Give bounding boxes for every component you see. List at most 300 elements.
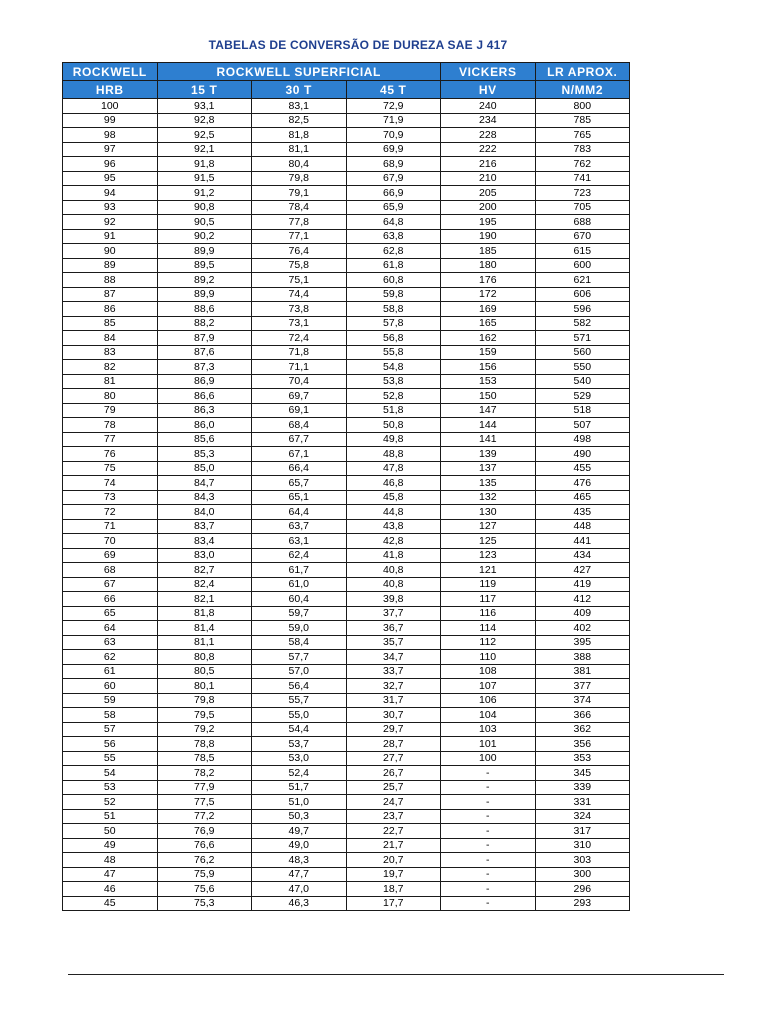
15t-cell: 90,2 — [157, 229, 252, 244]
45t-cell: 50,8 — [346, 418, 441, 433]
nmm2-cell: 448 — [535, 519, 630, 534]
15t-cell: 91,5 — [157, 171, 252, 186]
table-row — [63, 215, 630, 230]
nmm2-cell: 353 — [535, 751, 630, 766]
table-row — [63, 621, 630, 636]
15t-cell: 82,7 — [157, 563, 252, 578]
hrb-cell: 96 — [63, 157, 158, 172]
15t-cell: 83,4 — [157, 534, 252, 549]
table-row — [63, 273, 630, 288]
table-row — [63, 186, 630, 201]
hrb-cell: 92 — [63, 215, 158, 230]
nmm2-cell: 300 — [535, 867, 630, 882]
nmm2-cell: 498 — [535, 432, 630, 447]
45t-cell: 27,7 — [346, 751, 441, 766]
15t-cell: 90,8 — [157, 200, 252, 215]
45t-cell: 58,8 — [346, 302, 441, 317]
table-row — [63, 722, 630, 737]
nmm2-cell: 507 — [535, 418, 630, 433]
30t-cell: 62,4 — [252, 548, 347, 563]
table-row — [63, 548, 630, 563]
hv-cell: 141 — [441, 432, 536, 447]
header-hv: HV — [441, 81, 536, 99]
45t-cell: 45,8 — [346, 490, 441, 505]
table-row — [63, 708, 630, 723]
15t-cell: 78,5 — [157, 751, 252, 766]
nmm2-cell: 366 — [535, 708, 630, 723]
hv-cell: 108 — [441, 664, 536, 679]
header-15t: 15 T — [157, 81, 252, 99]
45t-cell: 30,7 — [346, 708, 441, 723]
nmm2-cell: 550 — [535, 360, 630, 375]
15t-cell: 81,1 — [157, 635, 252, 650]
hrb-cell: 48 — [63, 853, 158, 868]
nmm2-cell: 621 — [535, 273, 630, 288]
hrb-cell: 53 — [63, 780, 158, 795]
hv-cell: 135 — [441, 476, 536, 491]
30t-cell: 72,4 — [252, 331, 347, 346]
30t-cell: 64,4 — [252, 505, 347, 520]
header-vickers: VICKERS — [441, 63, 536, 81]
30t-cell: 63,1 — [252, 534, 347, 549]
45t-cell: 68,9 — [346, 157, 441, 172]
hv-cell: 132 — [441, 490, 536, 505]
table-row — [63, 345, 630, 360]
hrb-cell: 70 — [63, 534, 158, 549]
45t-cell: 28,7 — [346, 737, 441, 752]
header-rockwell: ROCKWELL — [63, 63, 158, 81]
table-row — [63, 389, 630, 404]
30t-cell: 47,7 — [252, 867, 347, 882]
nmm2-cell: 670 — [535, 229, 630, 244]
45t-cell: 70,9 — [346, 128, 441, 143]
45t-cell: 60,8 — [346, 273, 441, 288]
45t-cell: 34,7 — [346, 650, 441, 665]
nmm2-cell: 441 — [535, 534, 630, 549]
hv-cell: 119 — [441, 577, 536, 592]
hv-cell: - — [441, 824, 536, 839]
hv-cell: 130 — [441, 505, 536, 520]
hv-cell: 169 — [441, 302, 536, 317]
hv-cell: 200 — [441, 200, 536, 215]
hrb-cell: 61 — [63, 664, 158, 679]
45t-cell: 49,8 — [346, 432, 441, 447]
15t-cell: 86,3 — [157, 403, 252, 418]
30t-cell: 65,7 — [252, 476, 347, 491]
hv-cell: 172 — [441, 287, 536, 302]
hv-cell: 137 — [441, 461, 536, 476]
table-row — [63, 592, 630, 607]
15t-cell: 93,1 — [157, 99, 252, 114]
30t-cell: 47,0 — [252, 882, 347, 897]
30t-cell: 81,8 — [252, 128, 347, 143]
hrb-cell: 45 — [63, 896, 158, 911]
hv-cell: 127 — [441, 519, 536, 534]
45t-cell: 46,8 — [346, 476, 441, 491]
30t-cell: 79,8 — [252, 171, 347, 186]
hrb-cell: 71 — [63, 519, 158, 534]
hrb-cell: 57 — [63, 722, 158, 737]
45t-cell: 67,9 — [346, 171, 441, 186]
hrb-cell: 67 — [63, 577, 158, 592]
15t-cell: 78,2 — [157, 766, 252, 781]
15t-cell: 76,9 — [157, 824, 252, 839]
15t-cell: 84,3 — [157, 490, 252, 505]
45t-cell: 47,8 — [346, 461, 441, 476]
hrb-cell: 79 — [63, 403, 158, 418]
table-row — [63, 157, 630, 172]
table-row — [63, 505, 630, 520]
nmm2-cell: 381 — [535, 664, 630, 679]
hv-cell: 234 — [441, 113, 536, 128]
hv-cell: 144 — [441, 418, 536, 433]
hv-cell: 150 — [441, 389, 536, 404]
45t-cell: 55,8 — [346, 345, 441, 360]
table-row — [63, 244, 630, 259]
45t-cell: 17,7 — [346, 896, 441, 911]
table-row — [63, 490, 630, 505]
hrb-cell: 64 — [63, 621, 158, 636]
table-row — [63, 867, 630, 882]
15t-cell: 89,9 — [157, 244, 252, 259]
45t-cell: 36,7 — [346, 621, 441, 636]
45t-cell: 43,8 — [346, 519, 441, 534]
15t-cell: 75,6 — [157, 882, 252, 897]
nmm2-cell: 476 — [535, 476, 630, 491]
hv-cell: 121 — [441, 563, 536, 578]
nmm2-cell: 435 — [535, 505, 630, 520]
nmm2-cell: 688 — [535, 215, 630, 230]
15t-cell: 82,4 — [157, 577, 252, 592]
15t-cell: 87,9 — [157, 331, 252, 346]
footer-divider — [68, 974, 724, 975]
hrb-cell: 100 — [63, 99, 158, 114]
45t-cell: 40,8 — [346, 577, 441, 592]
hrb-cell: 50 — [63, 824, 158, 839]
15t-cell: 77,5 — [157, 795, 252, 810]
hrb-cell: 95 — [63, 171, 158, 186]
15t-cell: 92,5 — [157, 128, 252, 143]
nmm2-cell: 762 — [535, 157, 630, 172]
hv-cell: 117 — [441, 592, 536, 607]
15t-cell: 80,5 — [157, 664, 252, 679]
nmm2-cell: 310 — [535, 838, 630, 853]
30t-cell: 81,1 — [252, 142, 347, 157]
nmm2-cell: 723 — [535, 186, 630, 201]
hv-cell: - — [441, 882, 536, 897]
15t-cell: 85,3 — [157, 447, 252, 462]
nmm2-cell: 741 — [535, 171, 630, 186]
table-row — [63, 113, 630, 128]
header-row-2 — [63, 81, 630, 99]
page-title: TABELAS DE CONVERSÃO DE DUREZA SAE J 417 — [208, 38, 508, 52]
hv-cell: - — [441, 795, 536, 810]
hrb-cell: 88 — [63, 273, 158, 288]
header-rockwell-superficial: ROCKWELL SUPERFICIAL — [157, 63, 441, 81]
hv-cell: 153 — [441, 374, 536, 389]
hv-cell: 210 — [441, 171, 536, 186]
nmm2-cell: 529 — [535, 389, 630, 404]
hrb-cell: 60 — [63, 679, 158, 694]
hrb-cell: 51 — [63, 809, 158, 824]
15t-cell: 81,8 — [157, 606, 252, 621]
nmm2-cell: 331 — [535, 795, 630, 810]
15t-cell: 86,9 — [157, 374, 252, 389]
30t-cell: 67,7 — [252, 432, 347, 447]
hrb-cell: 77 — [63, 432, 158, 447]
table-row — [63, 853, 630, 868]
table-row — [63, 809, 630, 824]
nmm2-cell: 560 — [535, 345, 630, 360]
hv-cell: 222 — [441, 142, 536, 157]
nmm2-cell: 388 — [535, 650, 630, 665]
table-row — [63, 461, 630, 476]
nmm2-cell: 427 — [535, 563, 630, 578]
45t-cell: 41,8 — [346, 548, 441, 563]
table-row — [63, 534, 630, 549]
30t-cell: 49,7 — [252, 824, 347, 839]
nmm2-cell: 374 — [535, 693, 630, 708]
30t-cell: 77,8 — [252, 215, 347, 230]
table-row — [63, 606, 630, 621]
30t-cell: 73,8 — [252, 302, 347, 317]
hv-cell: - — [441, 809, 536, 824]
30t-cell: 58,4 — [252, 635, 347, 650]
45t-cell: 44,8 — [346, 505, 441, 520]
45t-cell: 62,8 — [346, 244, 441, 259]
table-row — [63, 360, 630, 375]
hv-cell: 190 — [441, 229, 536, 244]
hv-cell: 114 — [441, 621, 536, 636]
header-hrb: HRB — [63, 81, 158, 99]
hrb-cell: 84 — [63, 331, 158, 346]
45t-cell: 56,8 — [346, 331, 441, 346]
15t-cell: 82,1 — [157, 592, 252, 607]
30t-cell: 75,1 — [252, 273, 347, 288]
30t-cell: 65,1 — [252, 490, 347, 505]
nmm2-cell: 324 — [535, 809, 630, 824]
30t-cell: 75,8 — [252, 258, 347, 273]
hrb-cell: 97 — [63, 142, 158, 157]
45t-cell: 31,7 — [346, 693, 441, 708]
45t-cell: 53,8 — [346, 374, 441, 389]
nmm2-cell: 490 — [535, 447, 630, 462]
30t-cell: 74,4 — [252, 287, 347, 302]
45t-cell: 64,8 — [346, 215, 441, 230]
hrb-cell: 69 — [63, 548, 158, 563]
15t-cell: 85,0 — [157, 461, 252, 476]
table-row — [63, 824, 630, 839]
hrb-cell: 94 — [63, 186, 158, 201]
15t-cell: 89,5 — [157, 258, 252, 273]
15t-cell: 77,9 — [157, 780, 252, 795]
15t-cell: 77,2 — [157, 809, 252, 824]
hrb-cell: 63 — [63, 635, 158, 650]
hv-cell: 112 — [441, 635, 536, 650]
30t-cell: 48,3 — [252, 853, 347, 868]
15t-cell: 88,2 — [157, 316, 252, 331]
45t-cell: 33,7 — [346, 664, 441, 679]
hrb-cell: 75 — [63, 461, 158, 476]
45t-cell: 52,8 — [346, 389, 441, 404]
table-row — [63, 766, 630, 781]
nmm2-cell: 434 — [535, 548, 630, 563]
nmm2-cell: 785 — [535, 113, 630, 128]
hrb-cell: 73 — [63, 490, 158, 505]
45t-cell: 20,7 — [346, 853, 441, 868]
hrb-cell: 82 — [63, 360, 158, 375]
hrb-cell: 68 — [63, 563, 158, 578]
hv-cell: 107 — [441, 679, 536, 694]
30t-cell: 59,0 — [252, 621, 347, 636]
table-row — [63, 679, 630, 694]
30t-cell: 69,1 — [252, 403, 347, 418]
header-45t: 45 T — [346, 81, 441, 99]
15t-cell: 91,2 — [157, 186, 252, 201]
nmm2-cell: 518 — [535, 403, 630, 418]
45t-cell: 29,7 — [346, 722, 441, 737]
30t-cell: 71,8 — [252, 345, 347, 360]
hrb-cell: 49 — [63, 838, 158, 853]
hrb-cell: 85 — [63, 316, 158, 331]
nmm2-cell: 705 — [535, 200, 630, 215]
15t-cell: 87,3 — [157, 360, 252, 375]
hrb-cell: 78 — [63, 418, 158, 433]
45t-cell: 40,8 — [346, 563, 441, 578]
45t-cell: 26,7 — [346, 766, 441, 781]
nmm2-cell: 765 — [535, 128, 630, 143]
nmm2-cell: 412 — [535, 592, 630, 607]
hrb-cell: 74 — [63, 476, 158, 491]
hrb-cell: 87 — [63, 287, 158, 302]
hrb-cell: 55 — [63, 751, 158, 766]
hrb-cell: 83 — [63, 345, 158, 360]
hrb-cell: 47 — [63, 867, 158, 882]
table-row — [63, 316, 630, 331]
table-row — [63, 635, 630, 650]
45t-cell: 18,7 — [346, 882, 441, 897]
45t-cell: 37,7 — [346, 606, 441, 621]
table-row — [63, 795, 630, 810]
nmm2-cell: 339 — [535, 780, 630, 795]
table-row — [63, 519, 630, 534]
hrb-cell: 66 — [63, 592, 158, 607]
hrb-cell: 65 — [63, 606, 158, 621]
hv-cell: 101 — [441, 737, 536, 752]
45t-cell: 25,7 — [346, 780, 441, 795]
nmm2-cell: 377 — [535, 679, 630, 694]
15t-cell: 78,8 — [157, 737, 252, 752]
hrb-cell: 99 — [63, 113, 158, 128]
15t-cell: 89,2 — [157, 273, 252, 288]
table-row — [63, 751, 630, 766]
30t-cell: 69,7 — [252, 389, 347, 404]
nmm2-cell: 409 — [535, 606, 630, 621]
30t-cell: 60,4 — [252, 592, 347, 607]
30t-cell: 50,3 — [252, 809, 347, 824]
15t-cell: 92,1 — [157, 142, 252, 157]
30t-cell: 59,7 — [252, 606, 347, 621]
hv-cell: 103 — [441, 722, 536, 737]
header-row-1 — [63, 63, 630, 81]
15t-cell: 86,6 — [157, 389, 252, 404]
45t-cell: 72,9 — [346, 99, 441, 114]
table-row — [63, 737, 630, 752]
nmm2-cell: 395 — [535, 635, 630, 650]
hv-cell: 100 — [441, 751, 536, 766]
45t-cell: 59,8 — [346, 287, 441, 302]
hv-cell: - — [441, 867, 536, 882]
hrb-cell: 76 — [63, 447, 158, 462]
nmm2-cell: 606 — [535, 287, 630, 302]
nmm2-cell: 783 — [535, 142, 630, 157]
nmm2-cell: 303 — [535, 853, 630, 868]
30t-cell: 79,1 — [252, 186, 347, 201]
nmm2-cell: 596 — [535, 302, 630, 317]
15t-cell: 75,9 — [157, 867, 252, 882]
45t-cell: 51,8 — [346, 403, 441, 418]
table-row — [63, 693, 630, 708]
hv-cell: - — [441, 896, 536, 911]
table-row — [63, 374, 630, 389]
table-row — [63, 302, 630, 317]
hv-cell: 116 — [441, 606, 536, 621]
15t-cell: 80,8 — [157, 650, 252, 665]
hv-cell: 110 — [441, 650, 536, 665]
30t-cell: 76,4 — [252, 244, 347, 259]
15t-cell: 88,6 — [157, 302, 252, 317]
15t-cell: 79,8 — [157, 693, 252, 708]
nmm2-cell: 293 — [535, 896, 630, 911]
header-30t: 30 T — [252, 81, 347, 99]
30t-cell: 56,4 — [252, 679, 347, 694]
15t-cell: 80,1 — [157, 679, 252, 694]
nmm2-cell: 296 — [535, 882, 630, 897]
table-row — [63, 258, 630, 273]
45t-cell: 69,9 — [346, 142, 441, 157]
hv-cell: 162 — [441, 331, 536, 346]
hrb-cell: 62 — [63, 650, 158, 665]
hrb-cell: 91 — [63, 229, 158, 244]
table-row — [63, 432, 630, 447]
table-row — [63, 200, 630, 215]
hv-cell: 147 — [441, 403, 536, 418]
45t-cell: 24,7 — [346, 795, 441, 810]
45t-cell: 42,8 — [346, 534, 441, 549]
table-row — [63, 229, 630, 244]
nmm2-cell: 600 — [535, 258, 630, 273]
15t-cell: 86,0 — [157, 418, 252, 433]
hv-cell: 228 — [441, 128, 536, 143]
15t-cell: 76,6 — [157, 838, 252, 853]
hv-cell: 159 — [441, 345, 536, 360]
nmm2-cell: 571 — [535, 331, 630, 346]
15t-cell: 83,7 — [157, 519, 252, 534]
30t-cell: 53,0 — [252, 751, 347, 766]
30t-cell: 68,4 — [252, 418, 347, 433]
table-row — [63, 99, 630, 114]
table-row — [63, 418, 630, 433]
hrb-cell: 81 — [63, 374, 158, 389]
15t-cell: 85,6 — [157, 432, 252, 447]
30t-cell: 66,4 — [252, 461, 347, 476]
15t-cell: 76,2 — [157, 853, 252, 868]
hv-cell: - — [441, 838, 536, 853]
30t-cell: 78,4 — [252, 200, 347, 215]
hrb-cell: 54 — [63, 766, 158, 781]
15t-cell: 81,4 — [157, 621, 252, 636]
table-row — [63, 882, 630, 897]
